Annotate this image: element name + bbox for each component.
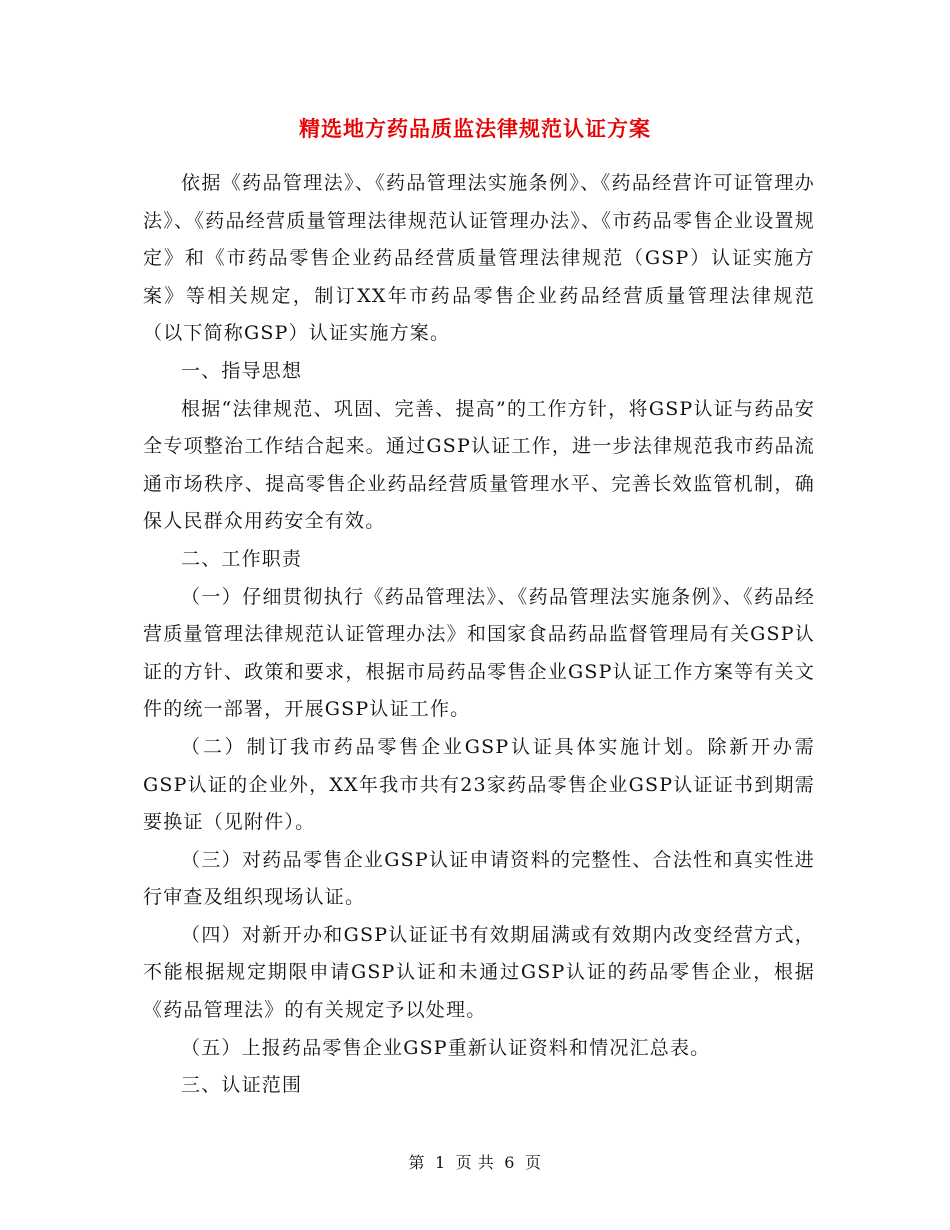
footer-total-pages: 6	[504, 1153, 515, 1172]
document-title: 精选地方药品质监法律规范认证方案	[299, 116, 651, 141]
paragraph-responsibility-4: （四）对新开办和GSP认证证书有效期届满或有效期内改变经营方式，不能根据规定期限申请GSP认证和未通过GSP认证的药品零售企业，根据《药品管理法》的有关规定予以处理。	[143, 923, 815, 1022]
paragraph-responsibility-2: （二）制订我市药品零售企业GSP认证具体实施计划。除新开办需GSP认证的企业外，XX年我市共有23家药品零售企业GSP认证证书到期需要换证（见附件）。	[143, 735, 815, 834]
page-footer	[0, 1152, 950, 1174]
heading-responsibilities: 二、工作职责	[181, 547, 303, 570]
footer-prefix: 第	[408, 1153, 426, 1172]
heading-certification-scope: 三、认证范围	[181, 1074, 303, 1097]
paragraph-guiding-thought: 根据“法律规范、巩固、完善、提高”的工作方针，将GSP认证与药品安全专项整治工作结合起来。通过GSP认证工作，进一步法律规范我市药品流通市场秩序、提高零售企业药品经营质量管理水平、完善长效监管机制，确保人民群众用药安全有效。	[143, 397, 815, 533]
paragraph-intro: 依据《药品管理法》、《药品管理法实施条例》、《药品经营许可证管理办法》、《药品经营质量管理法律规范认证管理办法》、《市药品零售企业设置规定》和《市药品零售企业药品经营质量管理法律规范（GSP）认证实施方案》等相关规定，制订XX年市药品零售企业药品经营质量管理法律规范（以下简称GSP）认证实施方案。	[143, 172, 815, 345]
paragraph-responsibility-1: （一）仔细贯彻执行《药品管理法》、《药品管理法实施条例》、《药品经营质量管理法律规范认证管理办法》和国家食品药品监督管理局有关GSP认证的方针、政策和要求，根据市局药品零售企业GSP认证工作方案等有关文件的统一部署，开展GSP认证工作。	[143, 585, 815, 721]
footer-middle: 页 共	[455, 1153, 495, 1172]
footer-page-number: 1	[435, 1153, 446, 1172]
heading-guiding-thought: 一、指导思想	[181, 359, 303, 382]
paragraph-responsibility-5: （五）上报药品零售企业GSP重新认证资料和情况汇总表。	[181, 1036, 711, 1059]
footer-suffix: 页	[524, 1153, 542, 1172]
document-body	[143, 165, 815, 1105]
paragraph-responsibility-3: （三）对药品零售企业GSP认证申请资料的完整性、合法性和真实性进行审查及组织现场认证。	[143, 848, 815, 909]
